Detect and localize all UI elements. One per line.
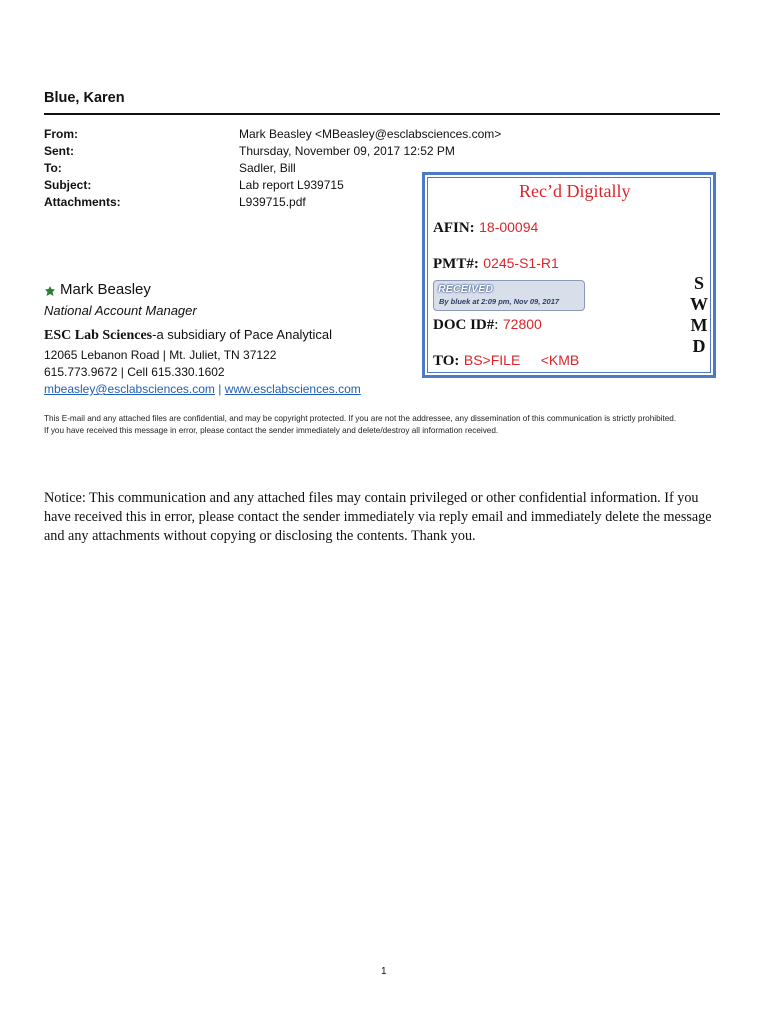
page-number: 1 [381, 966, 387, 977]
signature-title: National Account Manager [44, 303, 197, 318]
received-badge-title: RECEIVED [438, 283, 494, 295]
received-badge [433, 280, 585, 311]
sent-label: Sent: [44, 144, 74, 158]
owner-divider [44, 113, 720, 115]
company-suffix: -a subsidiary of Pace Analytical [152, 327, 333, 342]
doc-id-colon: : [494, 317, 499, 333]
attachments-label: Attachments: [44, 195, 121, 209]
signature-company [44, 327, 332, 344]
stamp-letter-d: D [692, 336, 706, 356]
stamp-inner-border [427, 177, 711, 373]
email-link[interactable]: mbeasley@esclabsciences.com [44, 382, 215, 396]
disclaimer-line-2: If you have received this message in error, please contact the sender immediately and delete/destroy all information received. [44, 426, 499, 435]
subject-value: Lab report L939715 [239, 178, 344, 192]
stamp-to-value-2: <KMB [540, 352, 580, 368]
received-badge-detail: By bluek at 2:09 pm, Nov 09, 2017 [439, 297, 560, 306]
pmt-row [433, 255, 559, 273]
stamp-letter-w: W [690, 294, 708, 314]
website-link[interactable]: www.esclabsciences.com [224, 382, 361, 396]
from-label: From: [44, 127, 78, 141]
to-row [433, 352, 579, 370]
company-name: ESC Lab Sciences [44, 328, 153, 343]
afin-value: 18-00094 [479, 219, 539, 235]
pmt-value: 0245-S1-R1 [483, 255, 559, 271]
stamp-title: Rec’d Digitally [519, 181, 631, 201]
afin-label: AFIN: [433, 220, 475, 236]
stamp-letter-m: M [690, 315, 708, 335]
pmt-label: PMT#: [433, 256, 479, 272]
subject-label: Subject: [44, 178, 92, 192]
signature-phones: 615.773.9672 | Cell 615.330.1602 [44, 365, 225, 379]
doc-id-label: DOC ID# [433, 317, 495, 333]
page-owner-name: Blue, Karen [44, 90, 125, 106]
signature-address: 12065 Lebanon Road | Mt. Juliet, TN 37122 [44, 348, 277, 362]
doc-id-row [433, 316, 542, 334]
sent-value: Thursday, November 09, 2017 12:52 PM [239, 144, 455, 158]
stamp-to-value-1: BS>FILE [463, 352, 521, 368]
link-separator: | [214, 382, 225, 396]
to-value: Sadler, Bill [239, 161, 296, 175]
confidentiality-disclaimer [44, 413, 734, 437]
attachments-value: L939715.pdf [239, 195, 306, 209]
stamp-to-label: TO: [433, 353, 460, 369]
legal-notice: Notice: This communication and any attached files may contain privileged or other confidential information. If you have received this in error, please contact the sender immediately via reply email and immediately delete the message and any attachments without copying or disclosing the contents. Thank you. [44, 490, 712, 544]
leaf-icon [44, 285, 56, 297]
signature-name: Mark Beasley [60, 281, 151, 298]
afin-row [433, 219, 538, 237]
doc-id-value: 72800 [502, 316, 542, 332]
stamp-letter-s: S [693, 273, 704, 293]
received-stamp [422, 172, 716, 378]
signature-links [44, 382, 361, 396]
from-value: Mark Beasley <MBeasley@esclabsciences.com> [239, 127, 502, 141]
to-label: To: [44, 161, 62, 175]
disclaimer-line-1: This E-mail and any attached files are confidential, and may be copyright protected. If you are not the addressee, any dissemination of this communication is strictly prohibited. [44, 414, 677, 423]
